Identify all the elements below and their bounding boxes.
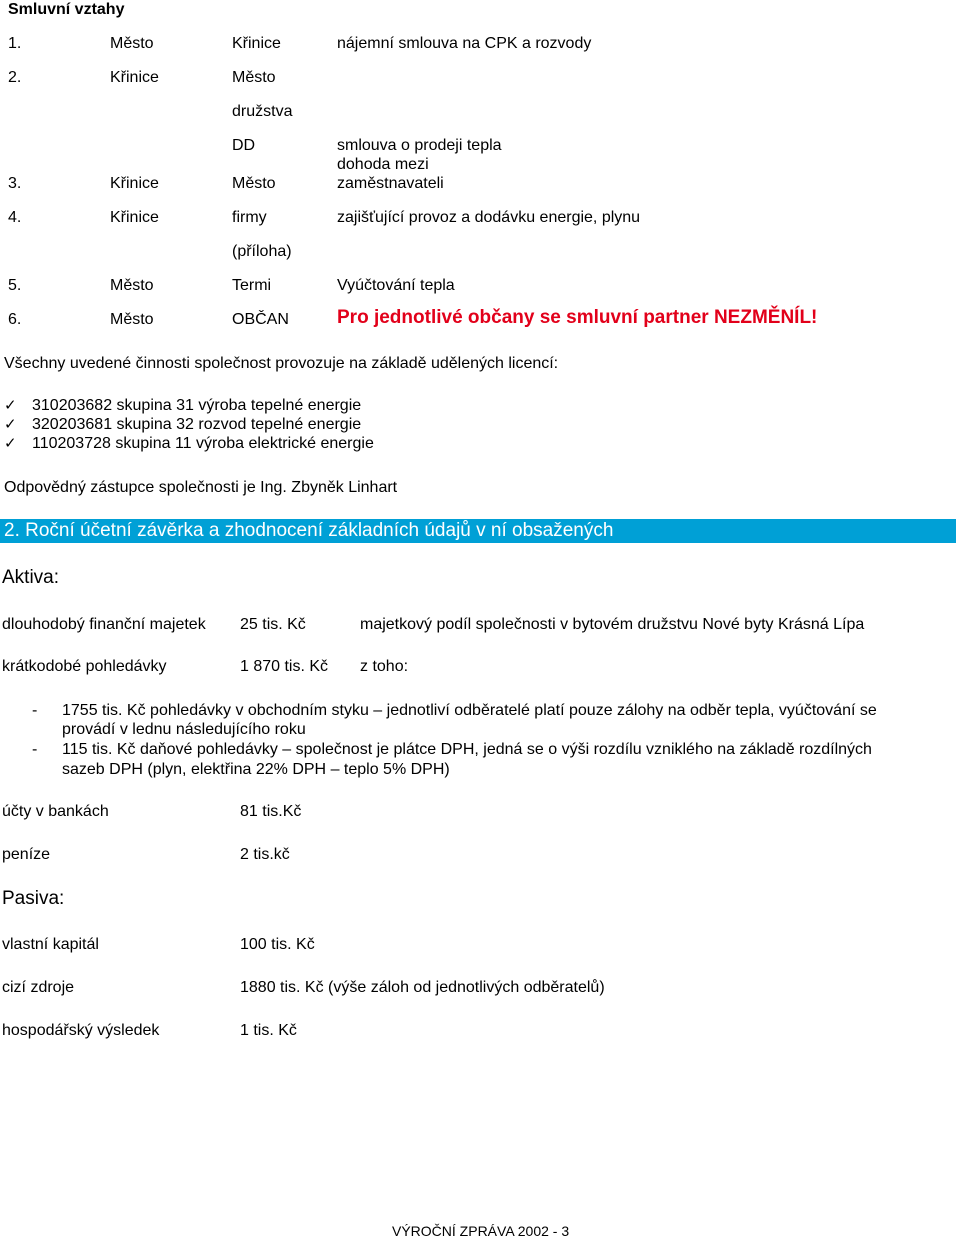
contract-type: Vyúčtování tepla xyxy=(337,277,455,294)
party-a: Město xyxy=(110,277,154,294)
list-item-continuation: sazeb DPH (plyn, elektřina 22% DPH – teplo 5% DPH) xyxy=(62,761,450,778)
pasiva-heading: Pasiva: xyxy=(2,888,65,909)
row-number: 4. xyxy=(8,209,22,226)
short-rec-label: krátkodobé pohledávky xyxy=(2,658,167,675)
party-a: Křinice xyxy=(110,209,159,226)
check-icon: ✓ xyxy=(4,434,17,452)
contract-type: dohoda mezi xyxy=(337,156,429,173)
bank-value: 81 tis.Kč xyxy=(240,803,302,820)
equity-value: 100 tis. Kč xyxy=(240,936,315,953)
row-number: 3. xyxy=(8,175,22,192)
party-a: Město xyxy=(110,35,154,52)
long-fin-note: majetkový podíl společnosti v bytovém družstvu Nové byty Krásná Lípa xyxy=(360,616,865,633)
highlight-notice: Pro jednotlivé občany se smluvní partner NEZMĚNÍL! xyxy=(337,307,818,328)
responsible-person: Odpovědný zástupce společnosti je Ing. Zbyněk Linhart xyxy=(4,479,398,496)
long-fin-label: dlouhodobý finanční majetek xyxy=(2,616,206,633)
contract-type: nájemní smlouva na CPK a rozvody xyxy=(337,35,592,52)
party-a: Město xyxy=(110,311,154,328)
long-fin-value: 25 tis. Kč xyxy=(240,616,306,633)
list-item: 1755 tis. Kč pohledávky v obchodním styku – jednotliví odběratelé platí pouze zálohy na odběr tepla, vyúčtování se xyxy=(62,702,877,719)
party-b: OBČAN xyxy=(232,311,289,328)
foreign-sources-label: cizí zdroje xyxy=(2,979,75,996)
result-label: hospodářský výsledek xyxy=(2,1022,160,1039)
row-number: 5. xyxy=(8,277,22,294)
short-rec-note: z toho: xyxy=(360,658,409,675)
page-title: Smluvní vztahy xyxy=(8,1,125,18)
list-item: 115 tis. Kč daňové pohledávky – společnost je plátce DPH, jedná se o výši rozdílu vzniklého na základě rozdílných xyxy=(62,741,872,758)
page-footer: VÝROČNÍ ZPRÁVA 2002 - 3 xyxy=(392,1223,570,1239)
party-a: Křinice xyxy=(110,69,159,86)
check-icon: ✓ xyxy=(4,396,17,414)
short-rec-value: 1 870 tis. Kč xyxy=(240,658,329,675)
contract-type: zaměstnavateli xyxy=(337,175,444,192)
cash-value: 2 tis.kč xyxy=(240,846,290,863)
aktiva-heading: Aktiva: xyxy=(2,567,60,588)
contract-type: smlouva o prodeji tepla xyxy=(337,137,502,154)
foreign-sources-value: 1880 tis. Kč (výše záloh od jednotlivých odběratelů) xyxy=(240,979,605,996)
cash-label: peníze xyxy=(2,846,51,863)
contract-type: zajišťující provoz a dodávku energie, plynu xyxy=(337,209,641,226)
license-item: 110203728 skupina 11 výroba elektrické energie xyxy=(32,435,374,452)
party-b: Termi xyxy=(232,277,272,294)
license-item: 310203682 skupina 31 výroba tepelné energie xyxy=(32,397,362,414)
list-dash: - xyxy=(32,741,38,758)
equity-label: vlastní kapitál xyxy=(2,936,99,953)
check-icon: ✓ xyxy=(4,415,17,433)
row-number: 6. xyxy=(8,311,22,328)
party-b: firmy xyxy=(232,209,267,226)
license-item: 320203681 skupina 32 rozvod tepelné energie xyxy=(32,416,362,433)
license-intro: Všechny uvedené činnosti společnost provozuje na základě udělených licencí: xyxy=(4,355,559,372)
party-b: Křinice xyxy=(232,35,281,52)
row-number: 2. xyxy=(8,69,22,86)
party-b: Město xyxy=(232,175,276,192)
bank-label: účty v bankách xyxy=(2,803,109,820)
party-a: Křinice xyxy=(110,175,159,192)
party-b: DD xyxy=(232,137,256,154)
party-b: družstva xyxy=(232,103,293,120)
party-b: Město xyxy=(232,69,276,86)
list-item-continuation: provádí v lednu následujícího roku xyxy=(62,721,306,738)
row-number: 1. xyxy=(8,35,22,52)
party-b: (příloha) xyxy=(232,243,292,260)
section-heading: 2. Roční účetní závěrka a zhodnocení základních údajů v ní obsažených xyxy=(4,520,614,541)
result-value: 1 tis. Kč xyxy=(240,1022,297,1039)
section-banner xyxy=(0,519,956,543)
list-dash: - xyxy=(32,702,38,719)
